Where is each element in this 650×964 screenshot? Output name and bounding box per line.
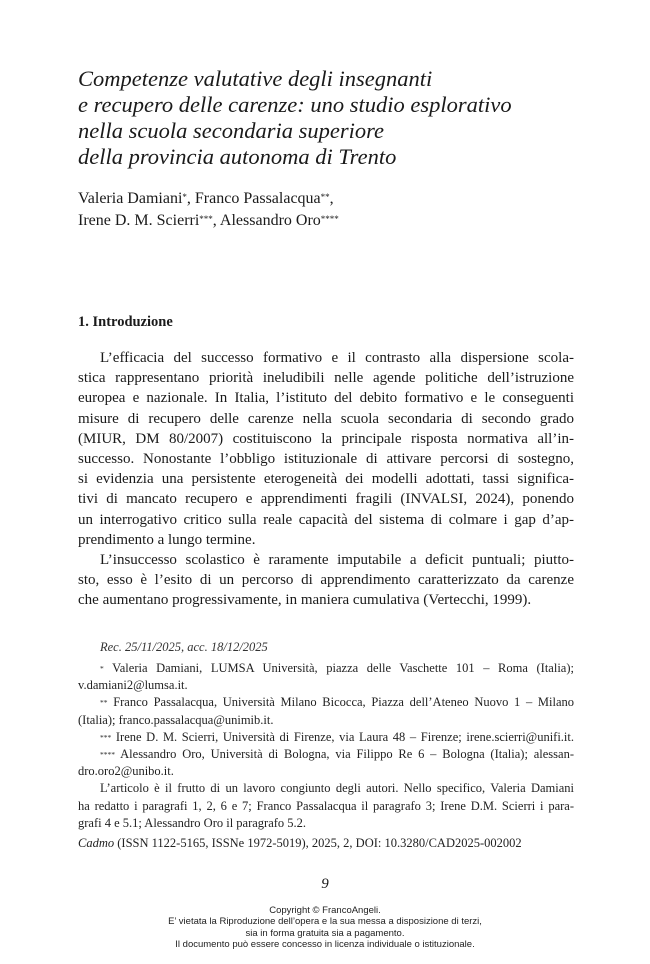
footnote-line: ha redatto i paragrafi 1, 2, 6 e 7; Franco Passalacqua il paragrafo 3; Irene D.M. Scierri i para- [78, 798, 574, 813]
footnote-line [78, 746, 574, 763]
journal-name: Cadmo [78, 836, 115, 850]
author-list [78, 188, 598, 232]
title-line: Competenze valutative degli insegnanti [78, 66, 433, 91]
text-line: tivi di mancato recupero e apprendimenti fragili (INVALSI, 2024), ponendo [78, 491, 574, 508]
title-line: nella scuola secondaria superiore [78, 118, 385, 143]
footnote-line: grafi 4 e 5.1; Alessandro Oro il paragrafo 5.2. [78, 815, 307, 830]
copyright-line: Copyright © FrancoAngeli. [269, 905, 381, 916]
copyright-notice [0, 905, 650, 951]
footnotes [78, 660, 574, 832]
author-name: Franco Passalacqua [194, 190, 321, 207]
author-separator: , [329, 190, 334, 207]
author-separator: , [186, 190, 195, 207]
footnote-marker: ** [100, 698, 108, 708]
text-line: prendimento a lungo termine. [78, 531, 256, 548]
footnote-line: (Italia); franco.passalacqua@unimib.it. [78, 712, 274, 727]
footnote-line: dro.oro2@unibo.it. [78, 764, 174, 779]
footnote-line: L’articolo è il frutto di un lavoro congiunto degli autori. Nello specifico, Valeria Damiani [100, 781, 574, 796]
received-accepted-dates: Rec. 25/11/2025, acc. 18/12/2025 [100, 640, 268, 654]
author-line [78, 210, 598, 232]
paragraph [78, 550, 574, 611]
text-line: stica rappresentano priorità ineludibili nelle agende politiche dell’istruzione [78, 370, 574, 387]
author-name: Irene D. M. Scierri [78, 212, 200, 229]
copyright-line: Il documento può essere concesso in licenza individuale o istituzionale. [175, 939, 475, 951]
section-heading: 1. Introduzione [78, 314, 173, 330]
copyright-line: sia in forma gratuita sia a pagamento. [245, 927, 405, 939]
page-number: 9 [321, 876, 329, 892]
paragraph [78, 348, 574, 550]
footnote-text: Irene D. M. Scierri, Università di Firenze, via Laura 48 – Firenze; irene.scierri@unifi.it. [115, 729, 574, 744]
footnote-text: Valeria Damiani, LUMSA Università, piazza delle Vaschette 101 – Roma (Italia); [112, 661, 574, 675]
footnote-text: Alessandro Oro, Università di Bologna, via Filippo Re 6 – Bologna (Italia); alessan- [120, 747, 574, 762]
author-name: Valeria Damiani [78, 190, 183, 207]
text-line: si evidenzia una persistente eterogeneità dei modelli adottati, tassi significa- [78, 471, 574, 488]
journal-citation [78, 836, 522, 851]
text-line: un interrogativo critico sulla reale capacità del sistema di colmare i gap d’ap- [78, 511, 574, 528]
footnote-marker: *** [199, 214, 213, 224]
text-line: L’insuccesso scolastico è raramente imputabile a deficit puntuali; piutto- [100, 552, 574, 568]
journal-details: (ISSN 1122-5165, ISSNe 1972-5019), 2025, 2, DOI: 10.3280/CAD2025-002002 [114, 836, 522, 850]
title-line: della provincia autonoma di Trento [78, 144, 397, 169]
footnote-text: Franco Passalacqua, Università Milano Bicocca, Piazza dell’Ateneo Nuovo 1 – Milano [113, 695, 575, 710]
author-name: Alessandro Oro [219, 212, 321, 229]
author-separator: , [212, 212, 220, 229]
footnote-marker: * [182, 192, 187, 202]
title-line: e recupero delle carenze: uno studio esplorativo [78, 92, 512, 117]
footnote-marker: **** [100, 750, 115, 760]
footnote-line [78, 660, 574, 677]
footnote-marker: ** [320, 192, 330, 202]
text-line: europea e nazionale. In Italia, l’istituto del debito formativo e le conseguenti [78, 390, 574, 407]
footnote-marker: **** [320, 214, 339, 224]
text-line: L’efficacia del successo formativo e il contrasto alla dispersione scola- [100, 350, 574, 366]
footnote-marker: * [100, 664, 104, 673]
article-title [78, 66, 598, 170]
copyright-line: E’ vietata la Riproduzione dell’opera e la sua messa a disposizione di terzi, [168, 916, 482, 928]
text-line: misure di recupero delle carenze nella scuola secondaria di secondo grado [78, 410, 574, 427]
text-line: (MIUR, DM 80/2007) costituiscono la principale risposta normativa all’in- [78, 430, 574, 447]
text-line: sto, esso è l’esito di un percorso di apprendimento caratterizzato da carenze [78, 572, 574, 589]
text-line: che aumentano progressivamente, in maniera cumulativa (Vertecchi, 1999). [78, 592, 532, 609]
author-line [78, 188, 598, 210]
footnote-line: v.damiani2@lumsa.it. [78, 678, 188, 693]
footnote-marker: *** [100, 732, 112, 742]
text-line: successo. Nonostante l’obbligo istituzionale di attivare percorsi di sostegno, [78, 451, 574, 468]
footnote-line [78, 729, 574, 746]
footnote-line [78, 694, 574, 711]
